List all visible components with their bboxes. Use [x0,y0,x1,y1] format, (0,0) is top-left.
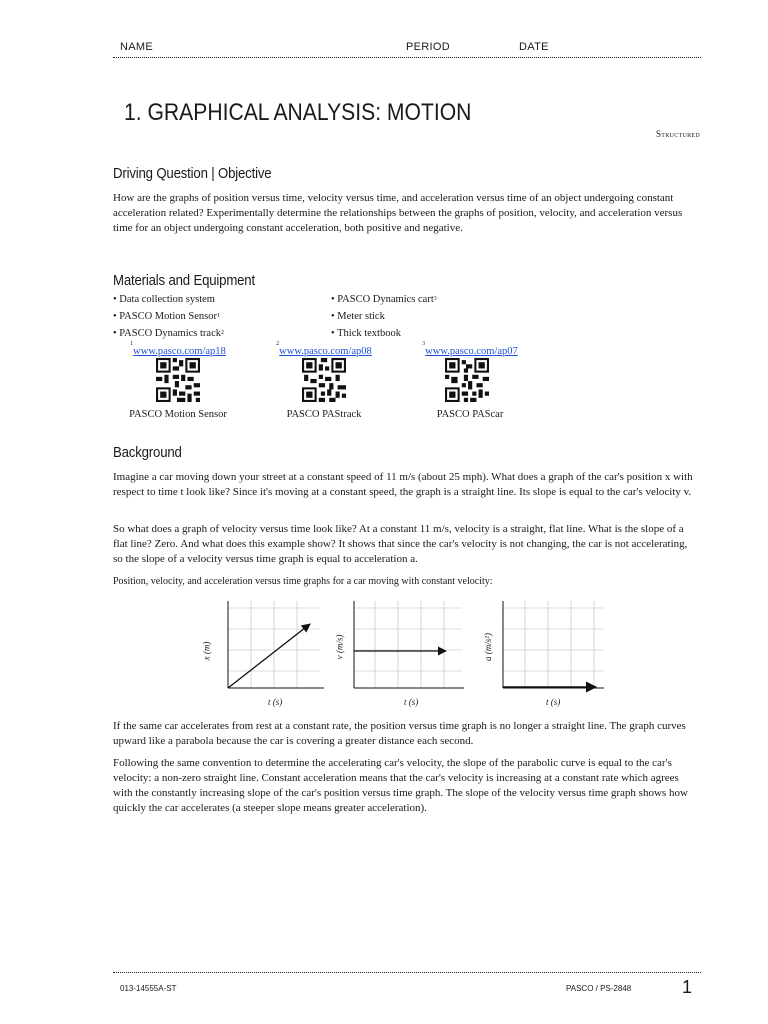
graphs-caption: Position, velocity, and acceleration versus time graphs for a car moving with constant velocity: [113,576,493,587]
acceleration-axis-label: a (m/s²) [482,633,493,661]
motion-graphs [200,596,610,710]
material-item: • Data collection system [113,294,215,305]
link-block-motion-sensor: $^1$www.pasco.com/ap18 [130,341,226,357]
background-heading: Background [113,444,182,461]
product-code: PASCO / PS-2848 [566,984,632,993]
time-axis-label-3: t (s) [546,697,561,707]
header-rule [113,57,701,58]
page-title: 1. GRAPHICAL ANALYSIS: MOTION [124,99,472,126]
page-number: 1 [682,977,693,997]
link-block-pascar: $^3$www.pasco.com/ap07 [422,341,518,357]
position-axis-label: x (m) [201,641,212,661]
materials-heading: Materials and Equipment [113,272,255,289]
velocity-axis-label: v (m/s) [334,634,345,660]
material-item: • PASCO Dynamics track$^2$ [113,328,224,339]
link-block-pastrack: $^2$www.pasco.com/ap08 [276,341,372,357]
background-paragraph-2: So what does a graph of velocity versus time look like? At a constant 11 m/s, velocity is a straight, flat line. What is the slope of a flat line? Zero. And what does this example show? It shows that since the car's velocity is not changing, the car is not accelerating, so the slope of a velocity versus time graph is equal to acceleration a. [113,523,688,565]
material-item: • PASCO Motion Sensor$^1$ [113,311,220,322]
qr-code-icon[interactable] [445,358,489,402]
driving-question-heading: Driving Question | Objective [113,165,272,182]
structured-label: Structured [655,129,700,139]
background-paragraph-3: If the same car accelerates from rest at a constant rate, the position versus time graph is no longer a straight line. The graph curves upward like a parabola because the car is covering a greater distance each second. [113,720,686,747]
link-ap08[interactable]: www.pasco.com/ap08 [279,346,372,357]
doc-code: 013-14555A-ST [120,984,177,993]
velocity-time-graph [354,601,464,688]
qr-code-icon[interactable] [156,358,200,402]
link-ap18[interactable]: www.pasco.com/ap18 [133,346,226,357]
time-axis-label-2: t (s) [404,697,419,707]
qr-caption-motion-sensor: PASCO Motion Sensor [129,409,227,420]
qr-caption-pascar: PASCO PAScar [436,409,504,420]
material-item: • Meter stick [331,311,385,322]
material-item: • PASCO Dynamics cart$^3$ [331,294,437,305]
footer-rule [113,972,701,973]
materials-col-1 [113,291,323,342]
material-item: • Thick textbook [331,328,401,339]
date-label: DATE [519,41,549,53]
qr-code-icon[interactable] [302,358,346,402]
period-label: PERIOD [406,41,450,53]
time-axis-label-1: t (s) [268,697,283,707]
name-label: NAME [120,41,153,53]
background-paragraph-1: Imagine a car moving down your street at a constant speed of 11 m/s (about 25 mph). What does a graph of the car's position x with respect to time t look like? Since it's moving at a constant speed, the graph is a straight line. Its slope is equal to the car's velocity v. [113,471,693,498]
link-ap07[interactable]: www.pasco.com/ap07 [425,346,518,357]
driving-question-text: How are the graphs of position versus time, velocity versus time, and acceleration versus time of an object undergoing constant acceleration related? Experimentally determine the relationships between the graphs of position, velocity, and acceleration versus time for an object undergoing constant acceleration, both positive and negative. [113,192,683,234]
qr-caption-pastrack: PASCO PAStrack [286,409,362,420]
materials-col-2 [331,291,541,342]
acceleration-time-graph [503,601,604,688]
background-paragraph-4: Following the same convention to determine the accelerating car's velocity, the slope of the parabolic curve is equal to the car's velocity: a non-zero straight line. Constant acceleration means that the car's velocity is increasing at a constant rate which agrees with the constantly increasing slope of the car's position versus time graph. The slope of the velocity versus time graph shows how quickly the car accelerates (a steeper slope means greater acceleration). [113,757,688,814]
position-time-graph [228,601,324,688]
